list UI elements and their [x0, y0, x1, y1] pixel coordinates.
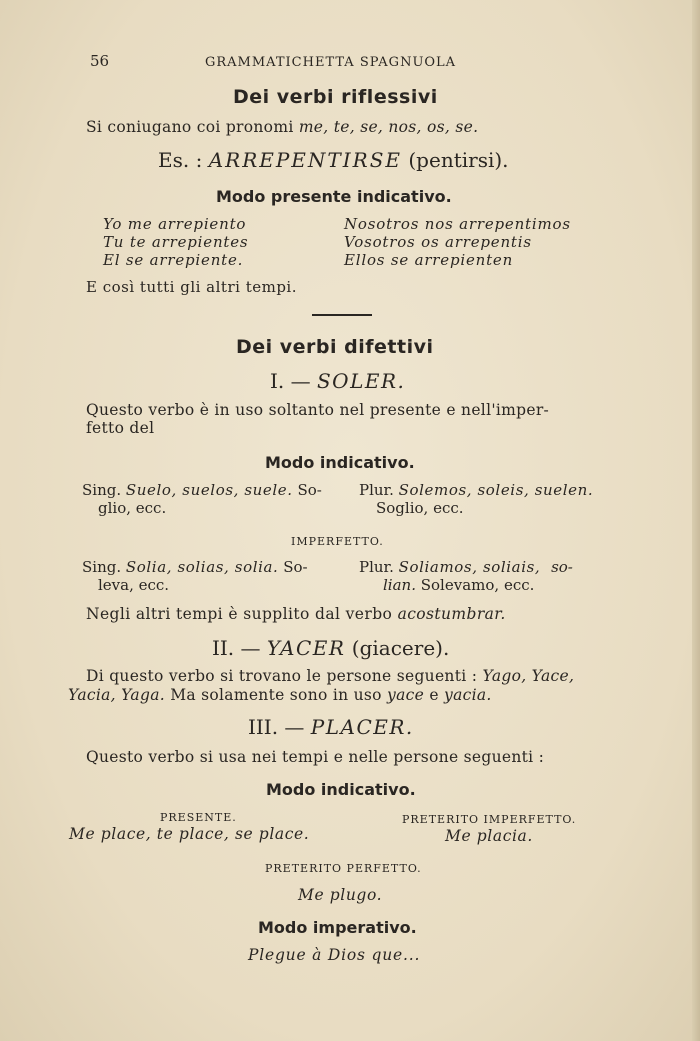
- pres-sing-trans1: So-: [297, 481, 322, 499]
- pres-sing-trans2: glio, ecc.: [98, 499, 167, 517]
- pres-sing-forms: Suelo, suelos, suele.: [125, 481, 293, 499]
- riflessivi-example: [158, 148, 509, 172]
- yacer-line2-middle: Ma solamente sono in uso: [170, 686, 382, 704]
- mood-heading-indicativo: Modo indicativo.: [265, 453, 415, 472]
- heading-placer-verb: PLACER.: [310, 715, 414, 739]
- riflessivi-closing: E così tutti gli altri tempi.: [86, 278, 297, 296]
- mood-heading-imperativo: Modo imperativo.: [258, 918, 417, 937]
- imperfetto-label: IMPERFETTO.: [291, 535, 384, 548]
- presente-forms: Me place, te place, se place.: [69, 825, 310, 843]
- imperativo-forms: Plegue à Dios que...: [248, 946, 421, 964]
- intro-pronouns: me, te, se, nos, os, se.: [298, 118, 479, 136]
- soler-closing-verb: acostumbrar.: [397, 605, 506, 623]
- pres-plur-forms: Solemos, soleis, suelen.: [398, 481, 594, 499]
- mood-heading-indicativo-placer: Modo indicativo.: [266, 780, 416, 799]
- example-gloss: (pentirsi).: [408, 148, 509, 172]
- placer-intro: Questo verbo si usa nei tempi e nelle persone seguenti :: [86, 748, 545, 766]
- example-verb: ARREPENTIRSE: [208, 148, 403, 172]
- imp-plur-label: Plur.: [359, 558, 394, 576]
- imp-plur-forms: Soliamos, soliais,: [398, 558, 541, 576]
- heading-yacer: [212, 636, 449, 660]
- yacer-line2-form-b: yace: [387, 686, 425, 704]
- soler-pres-sing: [82, 481, 322, 517]
- conjugation-singular: [103, 215, 248, 269]
- imp-sing-forms: Solia, solias, solia.: [125, 558, 279, 576]
- yacer-line1-forms: Yago, Yace,: [482, 667, 575, 685]
- heading-soler: [270, 369, 405, 393]
- conj-plur-2: Vosotros os arrepentis: [344, 233, 532, 251]
- conjugation-plural: [344, 215, 571, 269]
- mood-heading-presente: Modo presente indicativo.: [216, 187, 452, 206]
- presente-label: PRESENTE.: [160, 811, 237, 824]
- heading-soler-verb: SOLER.: [316, 369, 406, 393]
- soler-intro-line1: Questo verbo è in uso soltanto nel presente e nell'imper-: [86, 401, 550, 419]
- soler-closing-prefix: Negli altri tempi è supplito dal verbo: [86, 605, 393, 623]
- running-title: GRAMMATICHETTA SPAGNUOLA: [205, 55, 457, 70]
- imp-plur-forms-cont: so-: [551, 558, 573, 576]
- soler-imp-sing: [82, 558, 308, 594]
- yacer-line1-prefix: Di questo verbo si trovano le persone seguenti :: [86, 667, 478, 685]
- heading-yacer-gloss: (giacere).: [351, 636, 450, 660]
- yacer-line2-form-c: yacia.: [444, 686, 492, 704]
- heading-yacer-num: II. —: [212, 636, 261, 660]
- heading-placer: [248, 715, 414, 739]
- pret-perf-forms: Me plugo.: [298, 886, 383, 904]
- conj-plur-1: Nosotros nos arrepentimos: [344, 215, 571, 233]
- soler-closing: [86, 605, 506, 623]
- yacer-line2-and: e: [429, 686, 439, 704]
- heading-soler-num: I. —: [270, 369, 311, 393]
- imp-sing-label: Sing.: [82, 558, 122, 576]
- imp-sing-trans2: leva, ecc.: [98, 576, 170, 594]
- pres-sing-label: Sing.: [82, 481, 122, 499]
- heading-placer-num: III. —: [248, 715, 305, 739]
- page-edge: [692, 0, 700, 1041]
- yacer-line2-forms-a: Yacia, Yaga.: [68, 686, 165, 704]
- conj-sing-1: Yo me arrepiento: [103, 215, 247, 233]
- pres-plur-trans: Soglio, ecc.: [376, 499, 464, 517]
- soler-imp-plur: [359, 558, 573, 594]
- soler-intro: [86, 401, 549, 437]
- conj-sing-3: El se arrepiente.: [103, 251, 244, 269]
- pret-imp-label: PRETERITO IMPERFETTO.: [402, 813, 577, 826]
- intro-prefix: Si coniugano coi pronomi: [86, 118, 294, 136]
- example-prefix: Es. :: [158, 148, 203, 172]
- pres-plur-label: Plur.: [359, 481, 394, 499]
- conj-plur-3: Ellos se arrepienten: [344, 251, 514, 269]
- yacer-line1: [86, 667, 574, 685]
- section-title-riflessivi: Dei verbi riflessivi: [233, 86, 438, 108]
- section-title-difettivi: Dei verbi difettivi: [236, 336, 434, 358]
- imp-sing-trans1: So-: [283, 558, 308, 576]
- yacer-line2: [68, 686, 492, 704]
- imp-plur-trans: Solevamo, ecc.: [420, 576, 535, 594]
- page-number: 56: [90, 52, 110, 70]
- pret-imp-forms: Me placia.: [445, 827, 533, 845]
- soler-intro-line2: fetto del: [86, 419, 155, 437]
- imp-plur-forms2: lian.: [383, 576, 416, 594]
- conj-sing-2: Tu te arrepientes: [103, 233, 249, 251]
- heading-yacer-verb: YACER: [266, 636, 346, 660]
- pret-perf-label: PRETERITO PERFETTO.: [265, 862, 422, 875]
- section-divider: [312, 314, 372, 316]
- riflessivi-intro: [86, 118, 478, 136]
- soler-pres-plur: [359, 481, 593, 517]
